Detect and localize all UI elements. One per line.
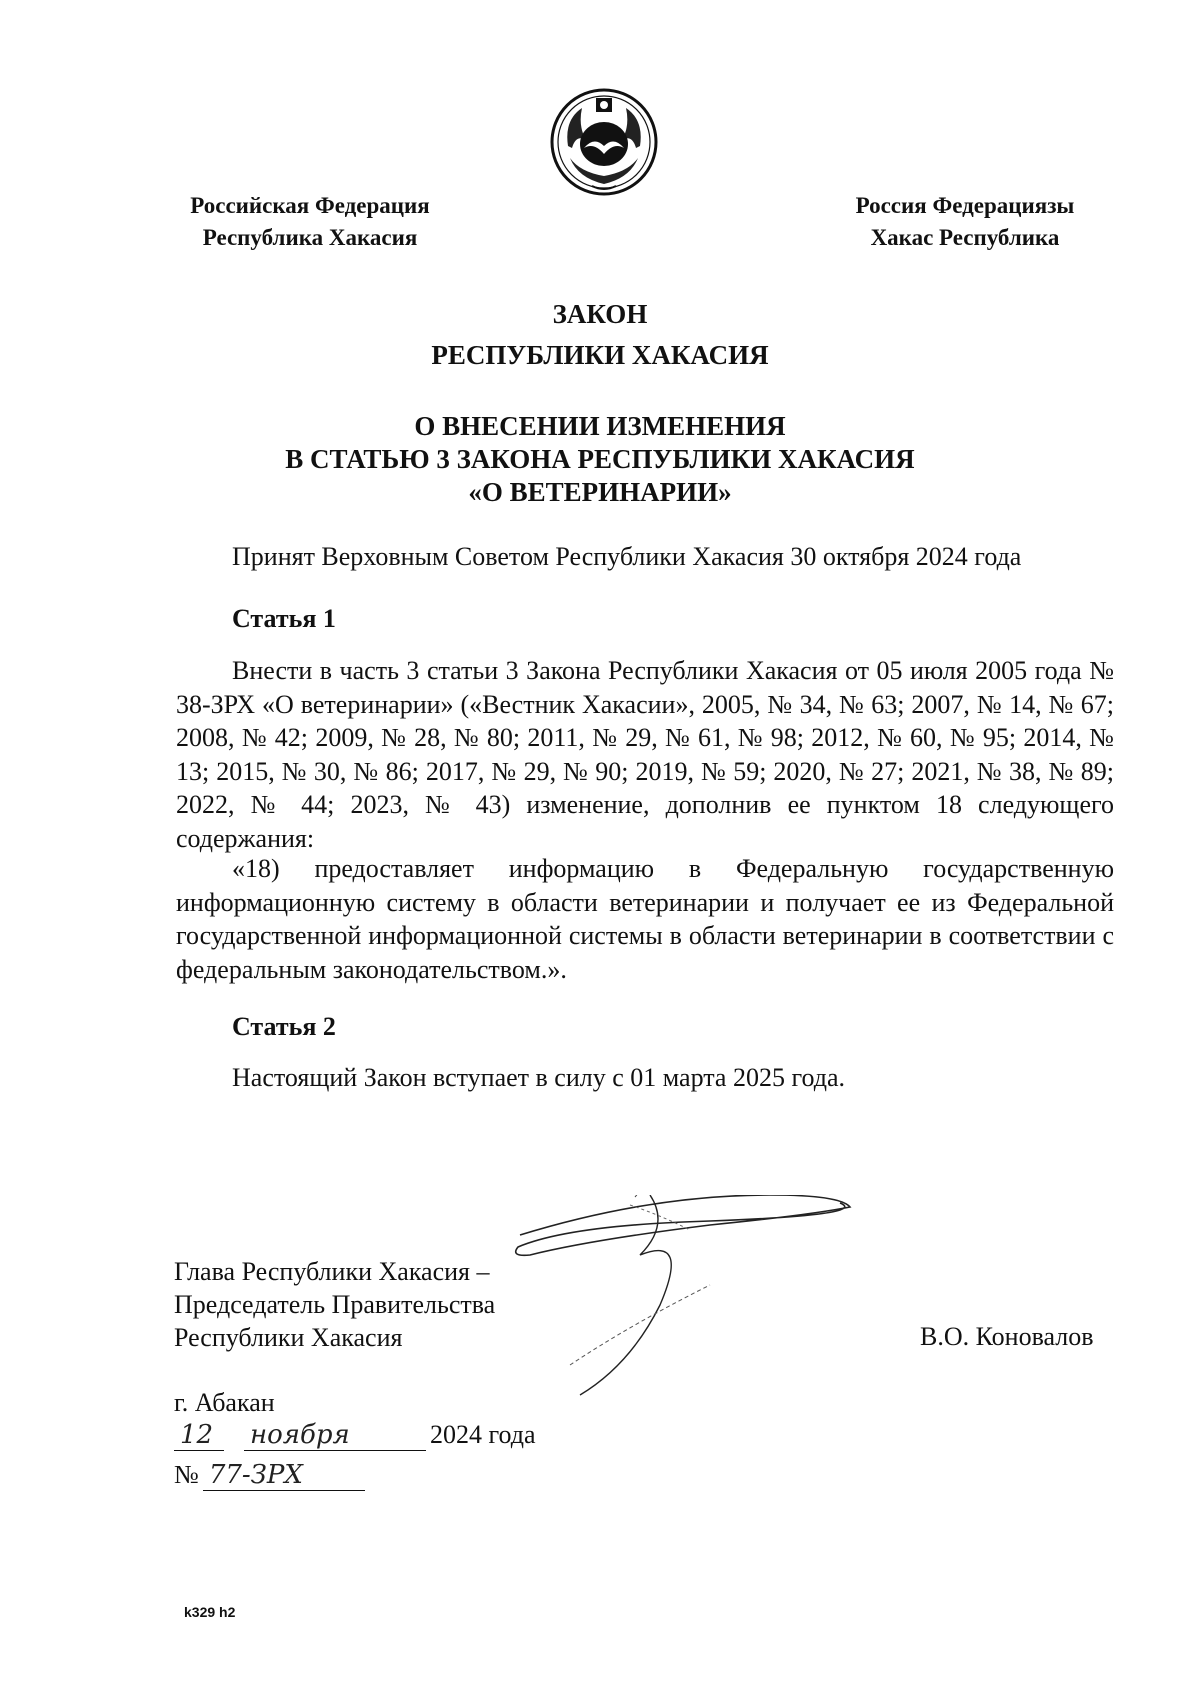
law-number (174, 1460, 369, 1500)
header-left (160, 190, 460, 254)
header-right-line1: Россия Федерациязы (855, 193, 1075, 218)
article-2-heading: Статья 2 (232, 1012, 336, 1041)
header-right (820, 190, 1110, 254)
document-title (0, 410, 1200, 509)
signatory-title-line3: Республики Хакасия (174, 1323, 403, 1352)
article-1-heading: Статья 1 (232, 604, 336, 633)
header-left-line2: Республика Хакасия (202, 225, 418, 250)
adoption-note: Принят Верховным Советом Республики Хакасия 30 октября 2024 года (232, 542, 1022, 571)
signing-date-month: ноября (244, 1420, 426, 1451)
article-2-paragraph: Настоящий Закон вступает в силу с 01 марта 2025 года. (232, 1063, 845, 1092)
article-1-paragraph-2: «18) предоставляет информацию в Федеральную государственную информационную систему в области ветеринарии и получает ее из Федеральной государственной информационной системы в области ветеринарии в соответствии с федеральным законодательством.». (176, 854, 1114, 984)
khakassia-emblem-icon (548, 86, 660, 198)
signatory-title (174, 1255, 554, 1354)
article-1-paragraph-1: Внести в часть 3 статьи 3 Закона Республики Хакасия от 05 июля 2005 года № 38-ЗРХ «О ветеринарии» («Вестник Хакасии», 2005, № 34, № 63; 2007, № 14, № 67; 2008, № 42; 2009, № 28, № 80; 2011, № 29, № 61, № 98; 2012, № 60, № 95; 2014, № 13; 2015, № 30, № 86; 2017, № 29, № 90; 2019, № 59; 2020, № 27; 2021, № 38, № 89; 2022, № 44; 2023, № 43) изменение, дополнив ее пунктом 18 следующего содержания: (176, 656, 1114, 853)
law-number-value: 77-ЗРХ (203, 1460, 365, 1491)
header-left-line1: Российская Федерация (190, 193, 430, 218)
signing-date-year: 2024 года (430, 1420, 536, 1449)
signer-name: В.О. Коновалов (920, 1322, 1094, 1351)
document-type: ЗАКОН (552, 299, 648, 329)
law-number-prefix: № (174, 1460, 199, 1489)
signatory-title-line1: Глава Республики Хакасия – (174, 1257, 490, 1286)
document-title-line3: «О ВЕТЕРИНАРИИ» (468, 477, 732, 507)
document-title-line1: О ВНЕСЕНИИ ИЗМЕНЕНИЯ (414, 411, 786, 441)
footer-code: k329 h2 (184, 1604, 236, 1620)
signing-date (174, 1420, 536, 1456)
document-issuer: РЕСПУБЛИКИ ХАКАСИЯ (431, 340, 769, 370)
header-right-line2: Хакас Республика (870, 225, 1060, 250)
handwritten-signature (510, 1195, 910, 1405)
signing-date-day: 12 (174, 1420, 224, 1451)
signatory-title-line2: Председатель Правительства (174, 1290, 496, 1319)
signing-place: г. Абакан (174, 1388, 275, 1417)
document-title-line2: В СТАТЬЮ 3 ЗАКОНА РЕСПУБЛИКИ ХАКАСИЯ (285, 444, 915, 474)
